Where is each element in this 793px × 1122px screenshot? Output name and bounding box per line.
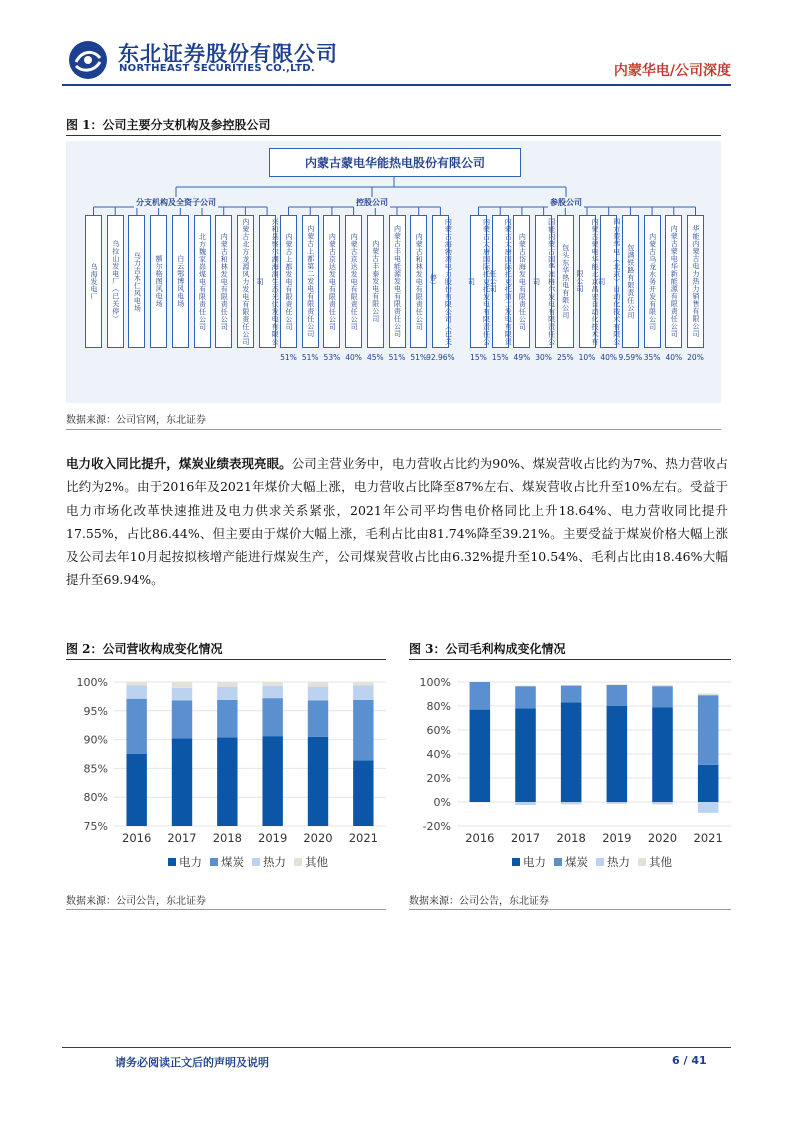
figure3-title: 图 3：公司毛利构成变化情况 (409, 642, 566, 656)
org-ownership-pct: 25% (556, 353, 574, 362)
org-entity: 国能内蒙古国华准格尔发电有限责任公司 (535, 215, 552, 348)
legend-swatch (596, 858, 604, 866)
legend-swatch (168, 858, 176, 866)
y-tick-label: 95% (83, 704, 108, 718)
figure1-source: 数据来源：公司官网，东北证券 (66, 415, 206, 426)
x-tick-label: 2017 (167, 831, 197, 845)
org-ownership-pct: 35% (643, 353, 661, 362)
bar-segment (172, 738, 192, 826)
org-entity: 内蒙古北方龙源风力发电有限责任公司 (237, 215, 254, 348)
figure2-rule (66, 659, 386, 660)
org-entity: 兴和县察尔湖海润生态光伏发电有限公司 (259, 215, 276, 348)
legend-swatch (512, 858, 520, 866)
y-tick-label: 80% (83, 791, 108, 805)
figure2-bottom-rule (66, 909, 386, 910)
report-tag: 内蒙华电/公司深度 (613, 63, 731, 79)
bar-segment (217, 682, 237, 687)
org-entity: 四方蒙华电（北京）自动化技术有限公司 (600, 215, 617, 348)
bar-segment (607, 706, 628, 802)
figure1-title: 图 1：公司主要分支机构及参控股公司 (66, 118, 271, 132)
bar-segment (607, 685, 628, 706)
bar-segment (515, 802, 536, 805)
x-tick-label: 2019 (602, 831, 632, 845)
figure2-source: 数据来源：公司公告，东北证券 (66, 896, 206, 907)
org-entity: 额尔格图风电场 (150, 215, 167, 348)
org-entity: 内蒙古丰电能源发电有限责任公司 (389, 215, 406, 348)
legend-swatch (554, 858, 562, 866)
legend-label: 煤炭 (221, 855, 244, 869)
x-tick-label: 2016 (122, 831, 152, 845)
category-controlled: 控股公司 (356, 198, 388, 207)
gross-profit-mix-chart (409, 662, 731, 884)
org-entity: 内蒙古大唐国际托克托第二发电有限责任公司 (492, 215, 509, 348)
org-entity: 乌海发电厂 (85, 215, 102, 348)
org-root: 内蒙古蒙电华能热电股份有限公司 (269, 148, 521, 177)
org-entity: 包满铁路有限责任公司 (622, 215, 639, 348)
bar-segment (262, 736, 282, 826)
bar-segment (698, 802, 719, 813)
org-entity: 包头东华热电有限公司 (557, 215, 574, 348)
bar-segment (607, 802, 628, 804)
body-paragraph (66, 452, 728, 592)
org-ownership-pct: 49% (513, 353, 531, 362)
bar-segment (698, 765, 719, 802)
x-tick-label: 2016 (465, 831, 495, 845)
org-ownership-pct: 15% (491, 353, 509, 362)
bar-segment (353, 760, 373, 826)
x-tick-label: 2019 (258, 831, 288, 845)
revenue-mix-chart (66, 662, 386, 884)
body-lead: 电力收入同比提升，煤炭业绩表现亮眼。 (66, 456, 292, 471)
org-entity: 内蒙古岱海发电有限责任公司 (513, 215, 530, 348)
org-entity: 乌拉山发电厂（已关停） (107, 215, 124, 348)
bar-segment (262, 686, 282, 698)
figure3-bottom-rule (409, 909, 731, 910)
org-ownership-pct: 40% (600, 353, 618, 362)
bar-segment (308, 687, 328, 701)
bar-segment (607, 684, 628, 685)
y-tick-label: 0% (433, 796, 451, 809)
org-entity: 内蒙古和林发电有限责任公司 (410, 215, 427, 348)
figure3-rule (409, 659, 731, 660)
company-logo (68, 40, 108, 80)
bar-segment (652, 686, 673, 707)
bar-segment (308, 682, 328, 687)
figure1-rule (66, 135, 721, 136)
y-tick-label: 100% (419, 676, 451, 689)
bar-segment (353, 682, 373, 685)
company-name-cn: 东北证券股份有限公司 (118, 42, 338, 66)
org-entity: 乌力吉木仁风电场 (128, 215, 145, 348)
bar-segment (353, 685, 373, 699)
bar-segment (561, 686, 582, 703)
legend-label: 热力 (263, 855, 286, 869)
legend-label: 其他 (305, 855, 328, 869)
bar-segment (698, 695, 719, 765)
bar-segment (172, 700, 192, 738)
legend-swatch (638, 858, 646, 866)
x-tick-label: 2021 (693, 831, 723, 845)
bar-segment (308, 700, 328, 736)
y-tick-label: 20% (426, 772, 451, 785)
org-ownership-pct: 9.59% (618, 353, 643, 362)
y-tick-label: 60% (426, 724, 451, 737)
org-ownership-pct: 10% (578, 353, 596, 362)
legend-swatch (294, 858, 302, 866)
bar-segment (217, 700, 237, 737)
x-tick-label: 2020 (647, 831, 678, 845)
org-ownership-pct: 51% (410, 353, 428, 362)
org-ownership-pct: 92.96% (426, 353, 455, 362)
bar-segment (470, 710, 491, 802)
org-ownership-pct: 20% (687, 353, 704, 362)
x-tick-label: 2017 (510, 831, 541, 845)
page-number: 6 / 41 (672, 1054, 707, 1067)
bar-segment (262, 682, 282, 686)
x-tick-label: 2020 (303, 831, 333, 845)
figure2-title: 图 2：公司营收构成变化情况 (66, 642, 223, 656)
x-tick-label: 2018 (212, 831, 242, 845)
legend-label: 煤炭 (565, 855, 588, 869)
org-ownership-pct: 51% (301, 353, 319, 362)
category-equity: 参股公司 (550, 198, 582, 207)
x-tick-label: 2021 (348, 831, 378, 845)
bar-segment (126, 754, 146, 826)
org-entity: 内蒙古蒙电华能北京昌宏自动化技术有限公司 (579, 215, 596, 348)
footer-disclaimer: 请务必阅读正文后的声明及说明 (115, 1056, 269, 1069)
y-tick-label: 75% (83, 820, 108, 833)
bar-segment (172, 682, 192, 688)
org-entity: 内蒙古蒙电华新能源有限责任公司 (665, 215, 682, 348)
x-tick-label: 2018 (556, 831, 586, 845)
org-entity: 内蒙古大唐国际托克托发电有限责任公司 (470, 215, 487, 348)
legend-label: 电力 (179, 855, 202, 869)
bar-segment (172, 688, 192, 701)
bar-segment (561, 702, 582, 802)
bar-segment (126, 699, 146, 754)
legend-label: 其他 (649, 855, 672, 869)
org-entity: 内蒙古京达发电有限责任公司 (345, 215, 362, 348)
body-text: 公司主营业务中，电力营收占比约为90%、煤炭营收占比约为7%、热力营收占比约为2%。由于2016年及2021年煤价大幅上涨，电力营收占比降至87%左右、煤炭营收占比升至10%左右。受益于电力市场化改革快速推进及电力供求关系紧张，2021年公司平均售电价格同比上升18.64%、电力营收同比提升17.55%，占比86.44%、但主要由于煤价大幅上涨，毛利占比由81.74%降至39.21%。主要受益于煤炭价格大幅上涨及公司去年10月起按拟核增产能进行煤炭生产，公司煤炭营收占比由6.32%提升至10.54%、毛利占比由18.46%大幅提升至69.94%。 (66, 456, 728, 588)
org-entity: 内蒙古乌龙水务开发有限公司 (644, 215, 661, 348)
y-tick-label: 90% (83, 733, 108, 747)
org-ownership-pct: 45% (366, 353, 384, 362)
bar-segment (217, 737, 237, 826)
y-tick-label: 40% (426, 748, 451, 761)
org-ownership-pct: 53% (323, 353, 341, 362)
bar-segment (698, 693, 719, 695)
legend-swatch (252, 858, 260, 866)
legend-swatch (210, 858, 218, 866)
org-ownership-pct: 30% (535, 353, 552, 362)
y-tick-label: 80% (426, 700, 451, 713)
bar-segment (652, 707, 673, 802)
org-entity: 内蒙古京达发电有限责任公司 (323, 215, 340, 348)
y-tick-label: -20% (422, 820, 451, 833)
bar-segment (515, 708, 536, 802)
org-entity: 北方魏家峁煤电有限责任公司 (194, 215, 211, 348)
bar-segment (515, 686, 536, 687)
footer-divider (62, 1047, 731, 1048)
bar-segment (262, 698, 282, 736)
org-entity: 白云鄂博风电场 (172, 215, 189, 348)
org-ownership-pct: 51% (280, 353, 297, 362)
y-tick-label: 100% (76, 676, 108, 689)
org-ownership-pct: 40% (665, 353, 683, 362)
bar-segment (652, 685, 673, 686)
header-divider (62, 84, 731, 86)
legend-label: 热力 (607, 855, 630, 869)
bar-segment (308, 737, 328, 826)
bar-segment (126, 685, 146, 698)
org-ownership-pct: 51% (388, 353, 406, 362)
org-entity: 内蒙古海勃湾电力股份有限公司（已关停） (432, 215, 449, 348)
bar-segment (126, 682, 146, 685)
org-ownership-pct: 15% (470, 353, 487, 362)
bar-segment (561, 685, 582, 686)
bar-segment (515, 686, 536, 708)
bar-segment (470, 682, 491, 710)
y-tick-label: 85% (83, 762, 108, 776)
figure3-source: 数据来源：公司公告，东北证券 (409, 896, 549, 907)
bar-segment (652, 802, 673, 804)
bar-segment (561, 802, 582, 804)
org-entity: 华能内蒙古电力热力销售有限公司 (687, 215, 704, 348)
org-entity: 内蒙古上都第二发电有限责任公司 (302, 215, 319, 348)
company-name-en: NORTHEAST SECURITIES CO.,LTD. (119, 63, 315, 74)
category-wholly-owned: 分支机构及全资子公司 (136, 198, 216, 207)
org-entity: 内蒙古丰泰发电有限公司 (367, 215, 384, 348)
org-entity: 内蒙古和林发电有限责任公司 (215, 215, 232, 348)
legend-label: 电力 (523, 855, 546, 869)
figure1-bottom-rule (66, 429, 721, 430)
bar-segment (353, 700, 373, 760)
org-entity: 内蒙古上都发电有限责任公司 (280, 215, 297, 348)
org-ownership-pct: 40% (345, 353, 362, 362)
bar-segment (217, 687, 237, 700)
